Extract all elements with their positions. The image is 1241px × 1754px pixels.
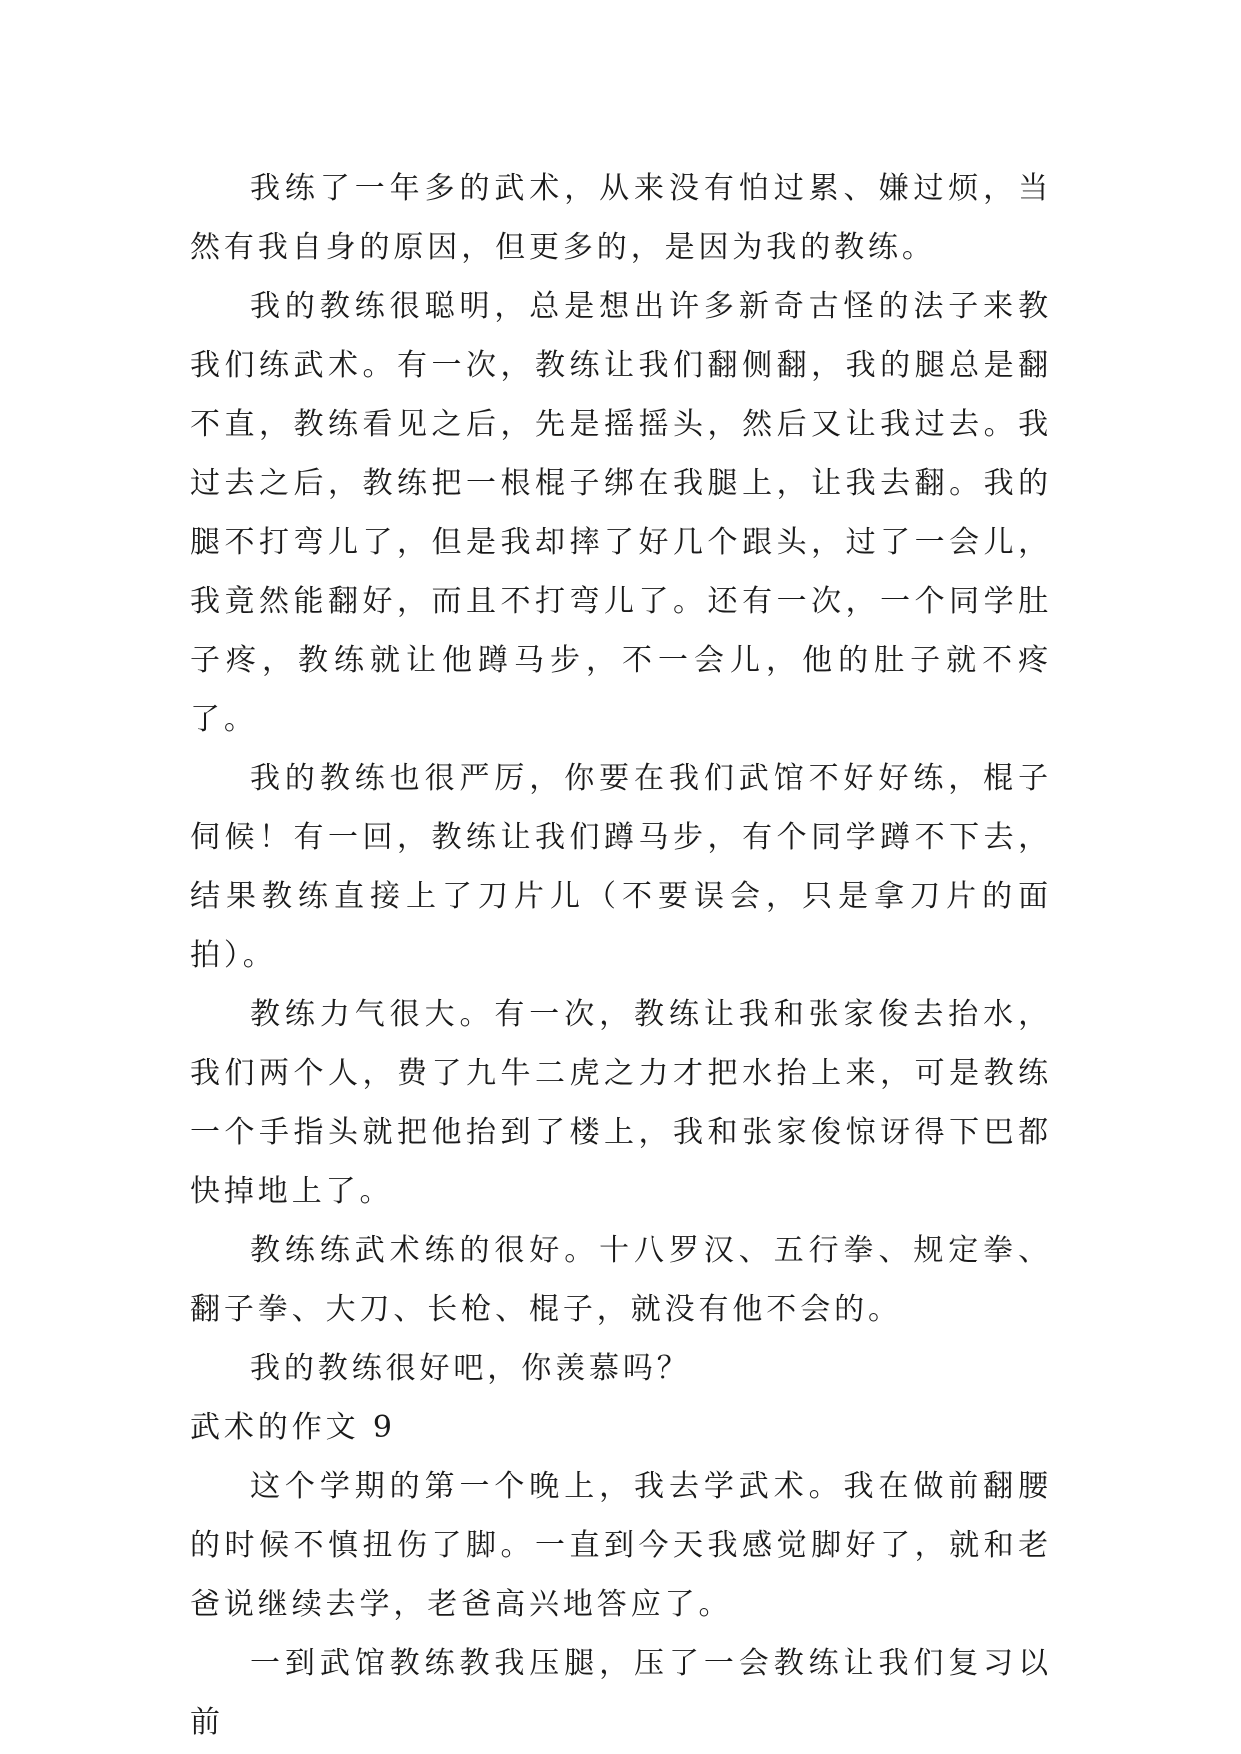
- paragraph-2: 我的教练很聪明，总是想出许多新奇古怪的法子来教我们练武术。有一次，教练让我们翻侧翻，我的腿总是翻不直，教练看见之后，先是摇摇头，然后又让我过去。我过去之后，教练把一根棍子绑在我腿上，让我去翻。我的腿不打弯儿了，但是我却摔了好几个跟头，过了一会儿，我竟然能翻好，而且不打弯儿了。还有一次，一个同学肚子疼，教练就让他蹲马步，不一会儿，他的肚子就不疼了。: [190, 289, 1052, 737]
- paragraph-3: 我的教练也很严厉，你要在我们武馆不好好练，棍子伺候！有一回，教练让我们蹲马步，有个同学蹲不下去，结果教练直接上了刀片儿（不要误会，只是拿刀片的面拍）。: [190, 761, 1052, 973]
- paragraph-8: 一到武馆教练教我压腿，压了一会教练让我们复习以前: [190, 1646, 1052, 1740]
- paragraph-1: 我练了一年多的武术，从来没有怕过累、嫌过烦，当然有我自身的原因，但更多的，是因为我的教练。: [190, 171, 1052, 265]
- document-body: [190, 159, 1052, 1752]
- paragraph-7: 这个学期的第一个晚上，我去学武术。我在做前翻腰的时候不慎扭伤了脚。一直到今天我感觉脚好了，就和老爸说继续去学，老爸高兴地答应了。: [190, 1469, 1052, 1622]
- paragraph-6: 我的教练很好吧，你羡慕吗？: [250, 1351, 691, 1386]
- paragraph-4: 教练力气很大。有一次，教练让我和张家俊去抬水，我们两个人，费了九牛二虎之力才把水抬上来，可是教练一个手指头就把他抬到了楼上，我和张家俊惊讶得下巴都快掉地上了。: [190, 997, 1052, 1209]
- paragraph-5: 教练练武术练的很好。十八罗汉、五行拳、规定拳、翻子拳、大刀、长枪、棍子，就没有他不会的。: [190, 1233, 1052, 1327]
- section-title: 武术的作文 9: [190, 1410, 396, 1445]
